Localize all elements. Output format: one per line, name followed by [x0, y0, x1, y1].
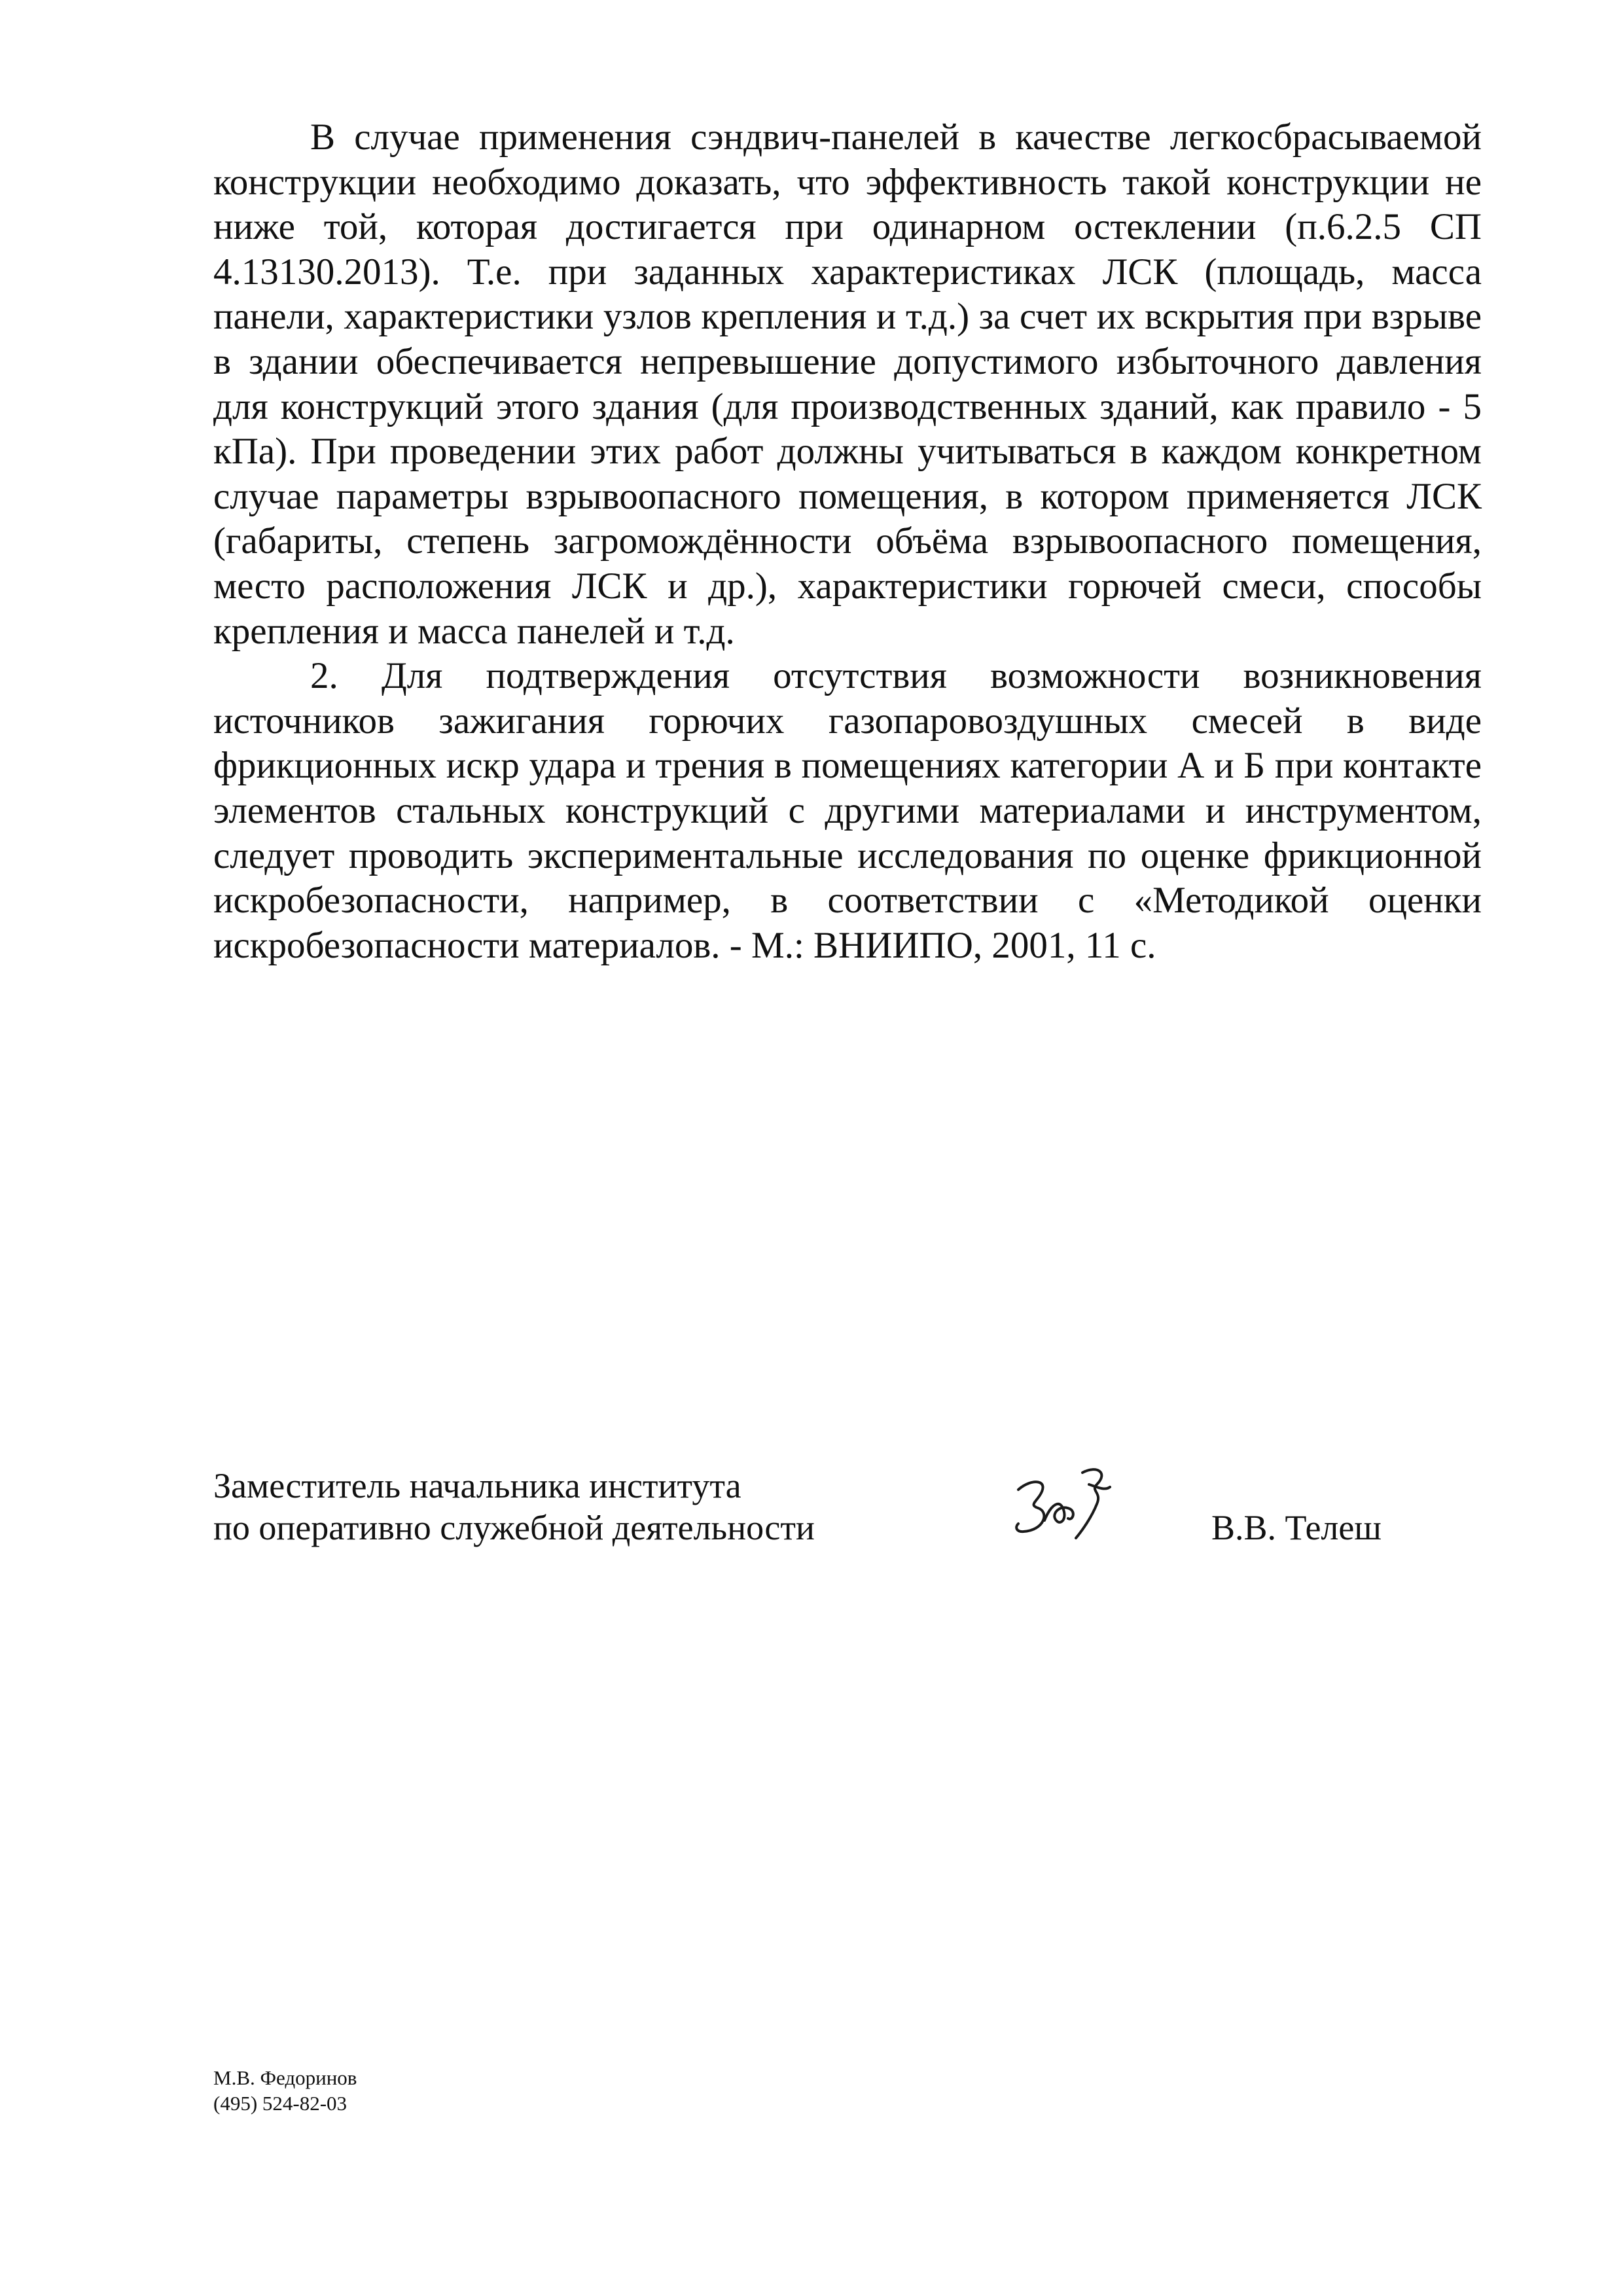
- signature-block: [213, 1465, 1482, 1583]
- document-body: [213, 115, 1482, 968]
- signatory-name: В.В. Телеш: [1211, 1508, 1382, 1547]
- signatory-position-line2: по оперативно служебной деятельности: [213, 1508, 815, 1547]
- signatory-position-line1: Заместитель начальника института: [213, 1466, 741, 1505]
- executor-info: [213, 2065, 357, 2116]
- executor-name: М.В. Федоринов: [213, 2066, 357, 2089]
- signatory-position: [213, 1465, 901, 1549]
- handwritten-signature: [999, 1458, 1130, 1550]
- paragraph-sandwich-panels: В случае применения сэндвич-панелей в качестве легкосбрасываемой конструкции необходимо доказать, что эффективность такой конструкции не ниже той, которая достигается при одинарном остеклении (п.6.2.5 СП 4.13130.2013). Т.е. при заданных характеристиках ЛСК (площадь, масса панели, характеристики узлов крепления и т.д.) за счет их вскрытия при взрыве в здании обеспечивается непревышение допустимого избыточного давления для конструкций этого здания (для производственных зданий, как правило - 5 кПа). При проведении этих работ должны учитываться в каждом конкретном случае параметры взрывоопасного помещения, в котором применяется ЛСК (габариты, степень загромождённости объёма взрывоопасного помещения, место расположения ЛСК и др.), характеристики горючей смеси, способы крепления и масса панелей и т.д.: [213, 117, 1482, 652]
- paragraph-friction-sparks: 2. Для подтверждения отсутствия возможности возникновения источников зажигания горючих газопаровоздушных смесей в виде фрикционных искр удара и трения в помещениях категории А и Б при контакте элементов стальных конструкций с другими материалами и инструментом, следует проводить экспериментальные исследования по оценке фрикционной искробезопасности, например, в соответствии с «Методикой оценки искробезопасности материалов. - М.: ВНИИПО, 2001, 11 с.: [213, 655, 1482, 966]
- executor-phone: (495) 524-82-03: [213, 2092, 348, 2115]
